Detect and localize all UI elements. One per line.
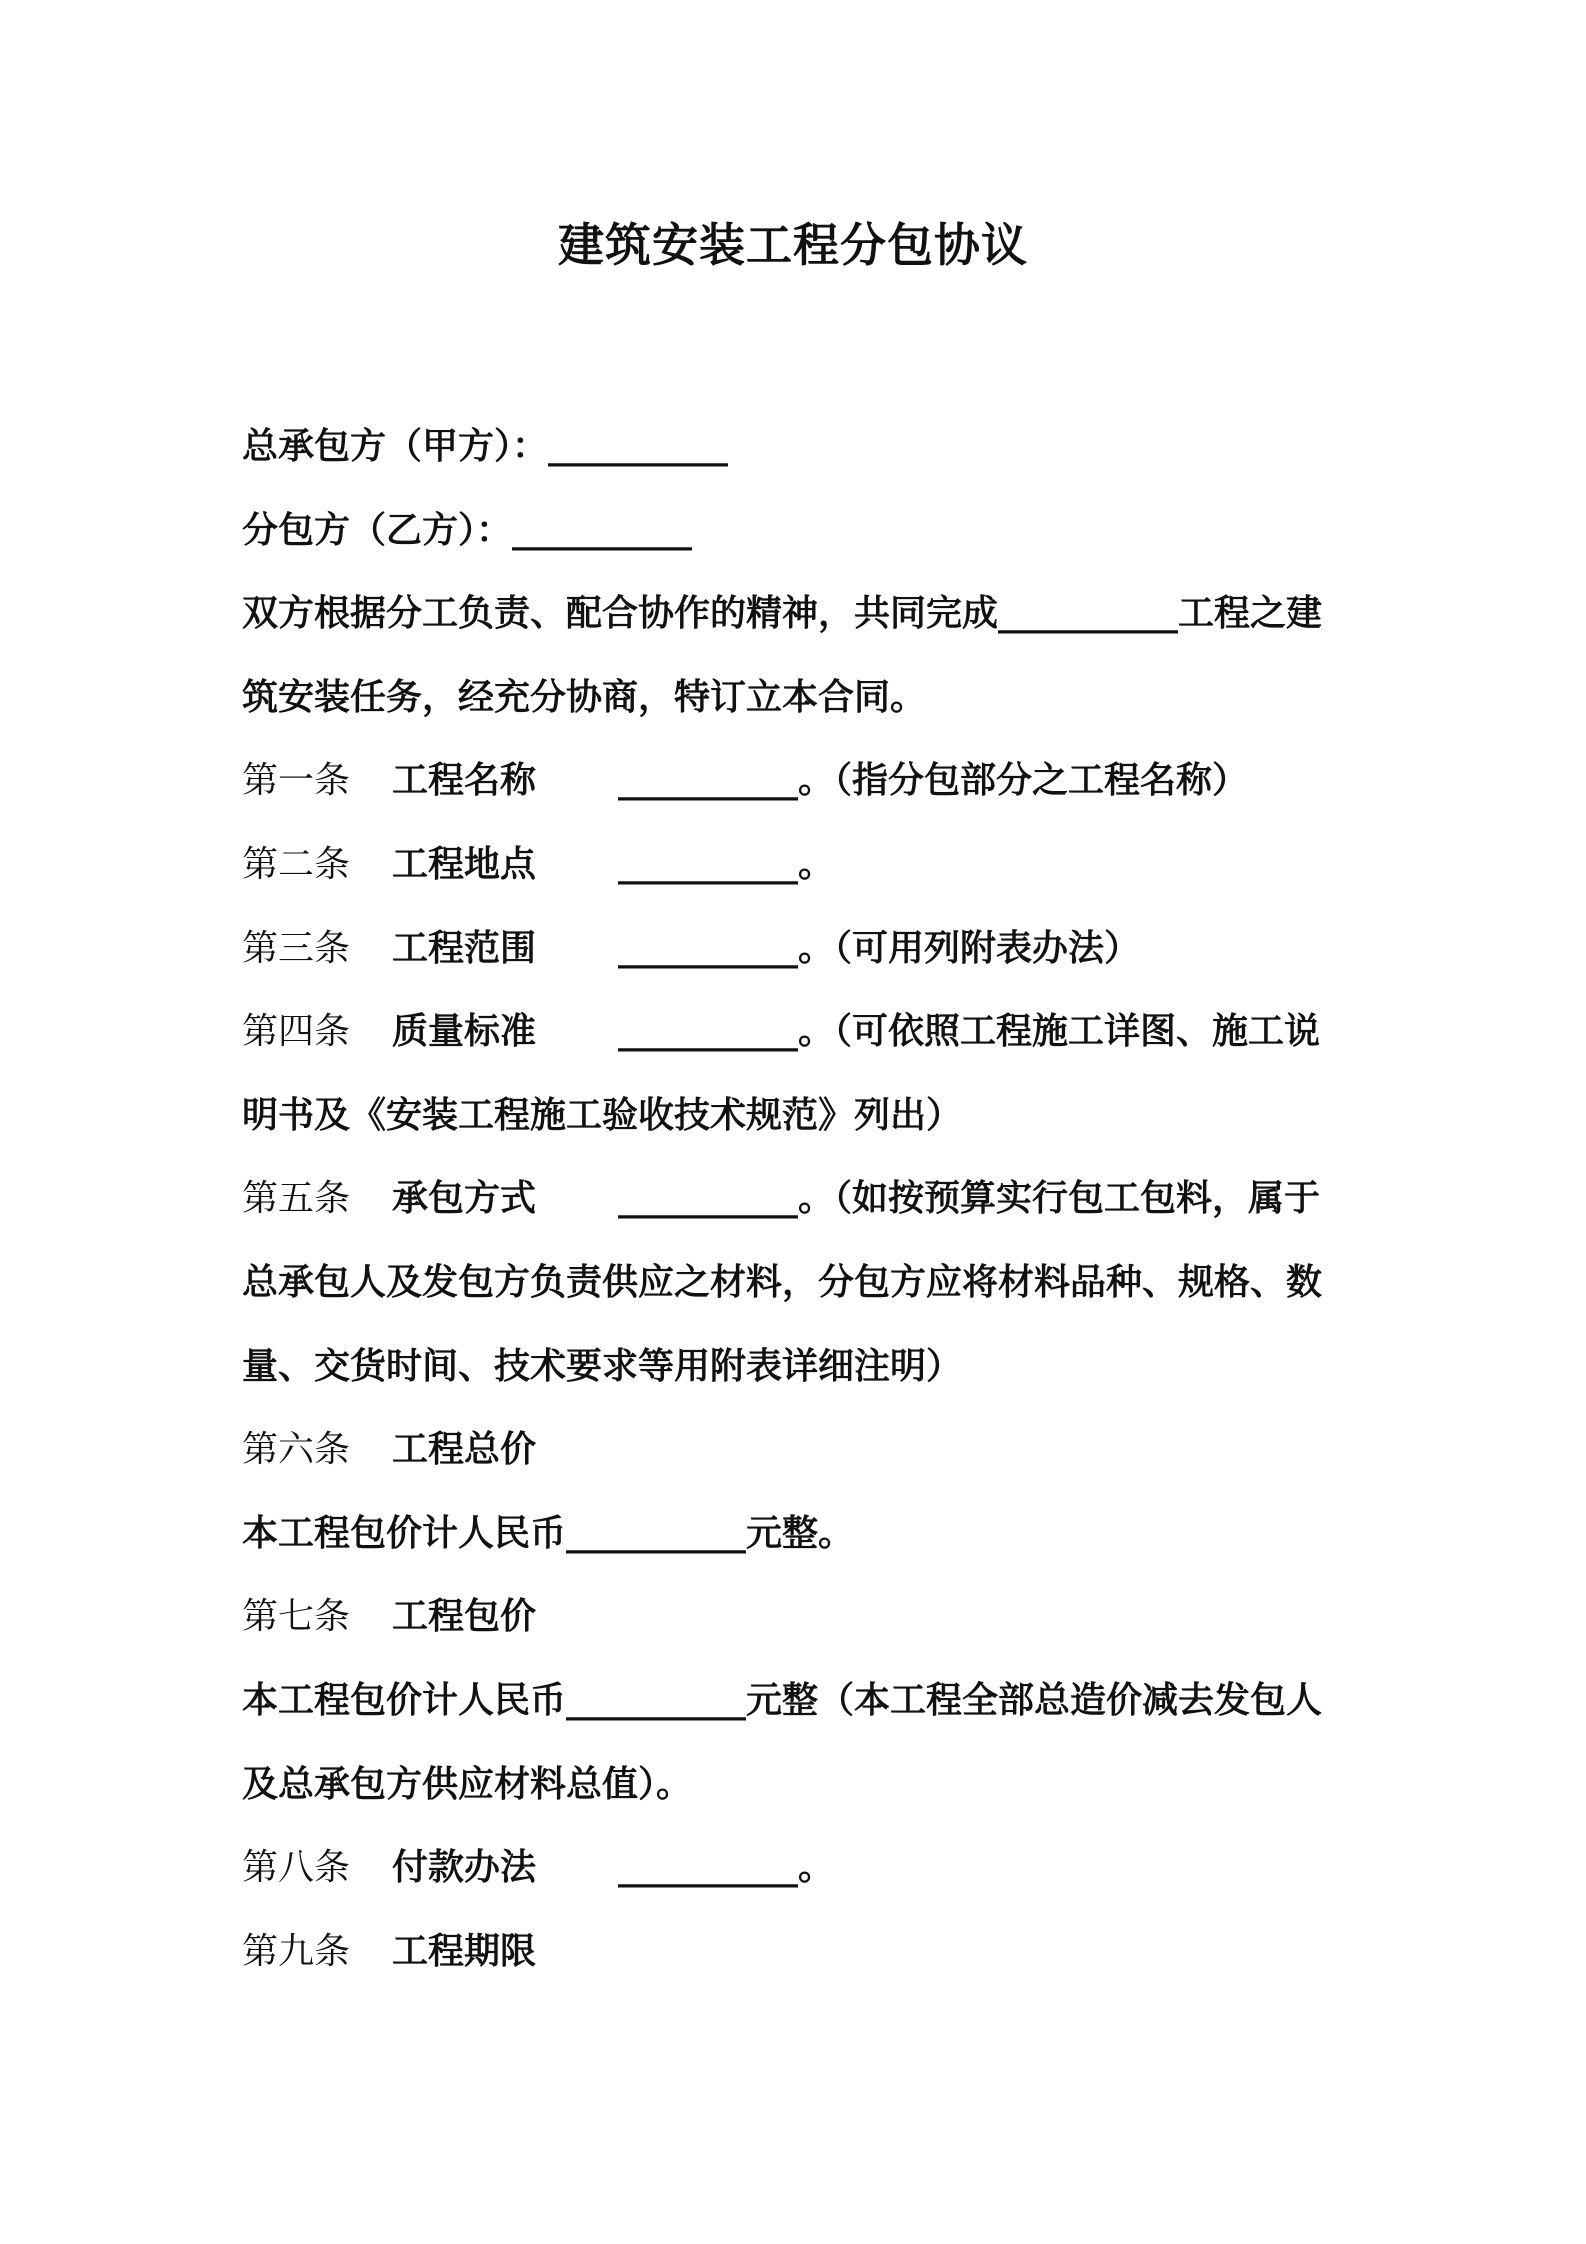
article-2-text: __________。 (618, 843, 835, 885)
article-6 (242, 1408, 1362, 1492)
article-6-number: 第六条 (242, 1429, 351, 1471)
article-4-continuation: 明书及《安装工程施工验收技术规范》列出） (242, 1094, 963, 1136)
article-7-name: 工程包价 (392, 1596, 537, 1638)
document-title: 建筑安装工程分包协议 (558, 218, 1028, 272)
article-1-name: 工程名称 (392, 760, 537, 802)
article-4-name: 质量标准 (392, 1011, 537, 1053)
article-8-name: 付款办法 (392, 1847, 537, 1889)
article-7-number: 第七条 (242, 1596, 351, 1638)
article-5-continuation-1: 总承包人及发包方负责供应之材料，分包方应将材料品种、规格、数 (242, 1261, 1323, 1303)
intro-line-2: 筑安装任务，经充分协商，特订立本合同。 (242, 676, 927, 718)
article-9 (242, 1910, 1362, 1994)
article-8-number: 第八条 (242, 1847, 351, 1889)
article-1 (242, 739, 1362, 823)
article-5-text: __________。（如按预算实行包工包料，属于 (618, 1178, 1321, 1220)
article-3-name: 工程范围 (392, 927, 537, 969)
article-9-name: 工程期限 (392, 1930, 537, 1972)
article-5-continuation-2: 量、交货时间、技术要求等用附表详细注明） (242, 1345, 963, 1387)
article-8 (242, 1826, 1362, 1910)
article-4-text: __________。（可依照工程施工详图、施工说 (618, 1011, 1321, 1053)
party-b-line: 分包方（乙方）：__________ (242, 509, 693, 551)
party-a-line: 总承包方（甲方）：__________ (242, 426, 729, 467)
article-6-body: 本工程包价计人民币__________元整。 (242, 1512, 855, 1554)
article-1-text: __________。（指分包部分之工程名称） (618, 760, 1249, 802)
article-9-number: 第九条 (242, 1930, 351, 1972)
article-2-name: 工程地点 (392, 843, 537, 885)
article-3-text: __________。（可用列附表办法） (618, 927, 1141, 969)
article-5 (242, 1157, 1362, 1241)
article-7-body-1: 本工程包价计人民币__________元整（本工程全部总造价减去发包人 (242, 1679, 1323, 1721)
article-5-number: 第五条 (242, 1178, 351, 1220)
article-7-body-2: 及总承包方供应材料总值）。 (242, 1763, 693, 1805)
article-8-text: __________。 (618, 1847, 835, 1889)
article-4-number: 第四条 (242, 1011, 351, 1053)
article-3-number: 第三条 (242, 927, 351, 969)
intro-line-1: 双方根据分工负责、配合协作的精神，共同完成__________工程之建 (242, 593, 1323, 635)
article-4 (242, 990, 1362, 1074)
article-6-name: 工程总价 (392, 1429, 537, 1471)
article-7 (242, 1575, 1362, 1659)
article-3 (242, 907, 1362, 991)
article-1-number: 第一条 (242, 760, 351, 802)
article-2-number: 第二条 (242, 843, 351, 885)
article-2 (242, 823, 1362, 907)
document-body (242, 405, 1362, 1993)
article-5-name: 承包方式 (392, 1178, 537, 1220)
